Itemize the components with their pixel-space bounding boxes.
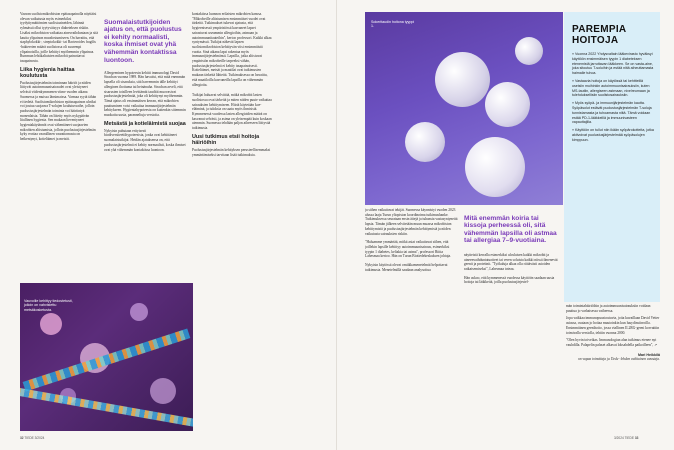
sidebar-title: PAREMPIA HOITOJA (572, 24, 627, 46)
body-text: Puolustusjärjestelmän kehityksen perusteellisemmaksi ymmärtämiseksi tarvitaan lisää tutkimuksia. (192, 147, 271, 157)
author-note: on vapaa toimittaja ja Tiede -lehden vakituinen avustaja. (577, 357, 660, 362)
body-text: Nykyisin puhutaan erityisesti biodiversiteettihypoteesista, jonka ovat kehittäneet suomalaistutkijat. Heidän ajatuksensa on, että puolustusjärjestelmä ei kehity normaalisti, koska ihmiset ovat yhä vähemmän kontaktissa luontoon. (104, 128, 186, 152)
author-name: Mari Heikkilä (638, 352, 660, 357)
body-text: näytteistä kerralla esimerkiksi uloslaisen kaikki mikrobit ja aineenvaihduntatuotteet tai veren soluista kaikki niissä ilmenevät geenit ja proteiinit. "Työkaluja alkaa olla riittävästi asioiden ratkaisemiseksi", Lahesmaa toteaa. (464, 252, 558, 272)
molecule-shape (485, 82, 530, 127)
image-caption: Vauvoille kehittyy tiedostetusti, jolloin on vahvistettu metsäkosketusta. (24, 299, 73, 312)
footer-left (20, 436, 44, 440)
body-text: Puolustusjärjestelmän toiminnan häiriöt ja niiden liittyvät autoimmuunisairaudet ovat yleistyneet selvästi viidenkymmenen viime vuoden aikana Suomessa ja muissa länsimaissa. Varmaa syytä tähän ei tiedetä. Suolistomikrobiston epätasapainon uhriksi voi joutua suojaava T-solujen koulutusvaihe, jolloin puolustusjärjestelmän toiminta voi häiriintyä monenlaisia. Tähän on liitetty myös nykypäivän liiallinen hygienia. Sen mukaan lieventyneet hygieniakäytännöt ovat vähentäneet suojaavien mikrobien altistumista, jolloin puolustusjärjestelmän kyky erottaa vaarallinen vaarattomasta on heikentynyt, kotieläimet ja metsät. (20, 80, 97, 142)
body-text: Hän uskoo, että kymmenessä vuodessa käyttöön saadaan uusia hoitoja tai lääkkeitä, joilla puolustusjärjestel- (464, 275, 555, 285)
left-col-3 (192, 12, 272, 432)
body-text: Vauvan suolistomikrobiston epätasapainolla näyttäisi olevan vaikutusta myös esimerkiksi tyydyttymättömien suolistoaineiden, lähinnä ryhmässä ollut tyytyväisyys diabeteksen riskiin. Lisäksi mikrobiston vaikuttaa ainesvaihduntaan ja sitä kautta ylipainon muodostumiseen. On havaittu, että staphylokokki-, streptokokki- tai Bacteroides fragilis -bakteerien määrä suolistossa oli suurempi ylipainoisilla, joille kehittyi myöhemmin ylipainoa. Rummun lehtikaltaisten mikrobit painottavat tasapainosta. (20, 12, 98, 64)
right-col-2 (464, 208, 558, 432)
body-text: Allergeeninen hypoteesin kehitti immunologi David Strachan vuonna 1989. Hän havaitsi, että mitä enemmän lapsella oli sisaruksia, sitä harvemmin tälle kehittyi allerginen ihottuma tai heinänuha. Strachan arveli, että sisarusten toisilleen levittämät tauditit muovasivat puolustusjärjestelmää, joka oli kehittynyt myöhemmin. Tämä ajatus oli ensimmäisen kerran, että mikrobien puuttuminen voisi vaikuttaa immuunijärjestelmän kehitykseen. Hygieniahypoteesia on kuitenkin sittemmin muokattu uusia, paranneltuja versioita. (104, 70, 186, 118)
body-text: Jopa vaikkaa immunopuustoutuvia, joita kuvaillaan David Vetter asiassa, osataan jo hoitaa muutoinkin kun luuydinsiirroilla. Ensimmäinen geenihoito, jossa viallinen IL2RG-geeni korvattiin toimivalla versiolla, tehtiin vuonna 2000. (566, 316, 660, 335)
molecule-shape (465, 137, 525, 197)
bacteria-shape (150, 378, 176, 404)
body-text: "Haluamme ymmärtää, mitkä asiat vaikuttavat siihen, että joillekin lapsille kehittyy autoimmuunisairaus, esimerkiksi tyypin 1 diabetes, keliakia tai astma", professori Riitta Lahesmaa kertoo. Hän on Turun Biotiedekeskuksen johtaja. (365, 240, 452, 259)
footer-right (614, 436, 638, 440)
pull-quote: Mitä enemmän koiria tai kissoja perheessä oli, sitä vähemmän lapsilla oli astmaa tai allergiaa 7–9-vuotiaina. (464, 214, 557, 245)
left-col-2 (104, 12, 186, 280)
molecule-illustration (365, 12, 563, 205)
pull-quote: Suomalaistutkijoiden ajatus on, että puolustus ei kehity normaalisti, koska ihmiset ovat yhä vähemmän kontaktissa luontoon. (104, 18, 182, 64)
sidebar-item: » Vuonna 2022 Yhdysvaltain lääkevirasto hyväksyi käyttöön ensimmäisen tyypin 1 diabeteksen etenemistä jarruttavan lääkkeen. Se on vasta-aine, joka sitoutuu T-soluihin ja estää niitä aiheuttamasta haimalle tuhoa. (572, 52, 654, 76)
molecule-shape (435, 52, 490, 107)
section-heading: Liika hygienia haittaa koulutusta (20, 66, 75, 79)
section-heading: Uusi tutkimus etsii hoitoja häiriöihin (192, 133, 260, 146)
right-col-3 (566, 304, 660, 432)
body-text: ja siihen vaikuttavat tekijät. Suomessa käynnistyi vuoden 2023 alussa laaja Turun yliopiston koordinoima tutkimushanke. Tutkimuksessa seurataan ensin äitejä ja tuhansia vastasyntyneitä lapsia. Tämän jälkeen selvitetään muun muassa mikrobiston kehittymistä ja puolustusjärjestelmän kehittymistä ja niiden vaikutusta sairauksien riskiin. (365, 208, 458, 236)
molecule-shape (405, 122, 445, 162)
image-caption: Sokeritaudin hoitona tyyppi 1. (371, 20, 415, 29)
body-text: "Olen hyvin toiveikas. Immunologian alan tutkimus etenee nyt vauhdilla. Palapelin palaset alkavat loksahdella paikoilleen", ↗ (566, 338, 658, 347)
page-number: 32 (20, 436, 24, 440)
body-text: Tutkijat haluavat selvittää, mitkä mikrobit lasten suolistossa ovat tärkeitä ja miten niiden puute vaikuttaa sairauksien kehittymiseen. Hiiriä käytetään koe-eläiminä, ja tuloksia on saatu myös ihmisistä. Kymmenessä vuodessa lasten allergioiden määrä on kasvanut selvästi, ja astma on yleisempää kuin koskaan aiemmin. Suomessa tehdään paljon aiheeseen liittyvää tutkimusta. (192, 93, 272, 131)
issue-label: 3/2024 TIEDE (614, 436, 634, 440)
issue-label: TIEDE 3/2024 (24, 436, 45, 440)
page-number: 33 (634, 436, 639, 440)
bacteria-illustration (20, 283, 193, 431)
sidebar-item: » Vastaavia hoitoja on käytössä tai kehitteillä useisiin muihinkin autoimmuunisairauksiin, kuten MS-tautiin, allergiseen astmaan, nivelreumaan ja tulehduksellisiin suolistosairauksiin. (572, 78, 650, 98)
section-heading: Metsästä ja kotieläimistä suojaa (104, 120, 186, 127)
body-text: Nykyisin käytössä olevat omiikkamenetelmät helpottavat tutkimusta. Menetelmillä saadaan analysoitua (365, 263, 448, 272)
body-text: kontaktissa luonnon erilaisten mikrobien kanssa. "Mikrobeille altistumisen ensimmäiset vuodet ovat tärkeitä. Tutkimukset tukevat ajatusta, että hygieenisessä ympäristössä kasvaneet lapset sairastuvat useammin allergioihin, astmaan ja autoimmuunitauteihin", kertoo professori. Kaikki alkaa syntymässä. Tutkijat näkevät lapsen suolistomikrobiston kehittyvän viisi ensimmäistä vuotta. Sinä aikana lapsi rakentaa myös immuunijärjestelmänsä. Lapsilla, jotka altistuvat ympäristön mikrobeille tarpeeksi vähän, puolustusjärjestelmä ei kehity tasapainoisesti. Kotieläimet, metsät ja maatilat ovat tutkimusten mukaan tärkeitä lähteitä. Tutkimuksessa on havaittu, että maatiloilla kasvaneilla lapsilla on vähemmän allergioita. (192, 12, 272, 87)
bacteria-shape (40, 313, 62, 335)
sidebar-box (564, 12, 660, 302)
page-fold (336, 0, 337, 450)
sidebar-list (572, 52, 654, 143)
body-text: män toimintahäiriöihin ja autoimmuunisairauksiin voidaan puuttua jo varhaisessa vaiheessa. (566, 304, 651, 313)
right-col-1 (365, 208, 458, 432)
left-col-1 (20, 12, 98, 280)
bacteria-shape (130, 303, 148, 321)
sidebar-item: » Käyttöön on tullut niin ikään syöpärokotteita, jotka aktivoivat puolustusjärjestelmää syöpäsolujen kimppuun. (572, 128, 654, 142)
molecule-shape (515, 37, 543, 65)
sidebar-item: » Myös syöpä- ja immuunijärjestelmän kautta. Syöpäsolut estävät puolustusjärjestelmän T-soluja tunnistamasta ja tuhoamasta niitä. Tämä voidaan estää PD-1-lääkkeillä ja immuunivasteen vapauttajilla. (572, 101, 652, 125)
